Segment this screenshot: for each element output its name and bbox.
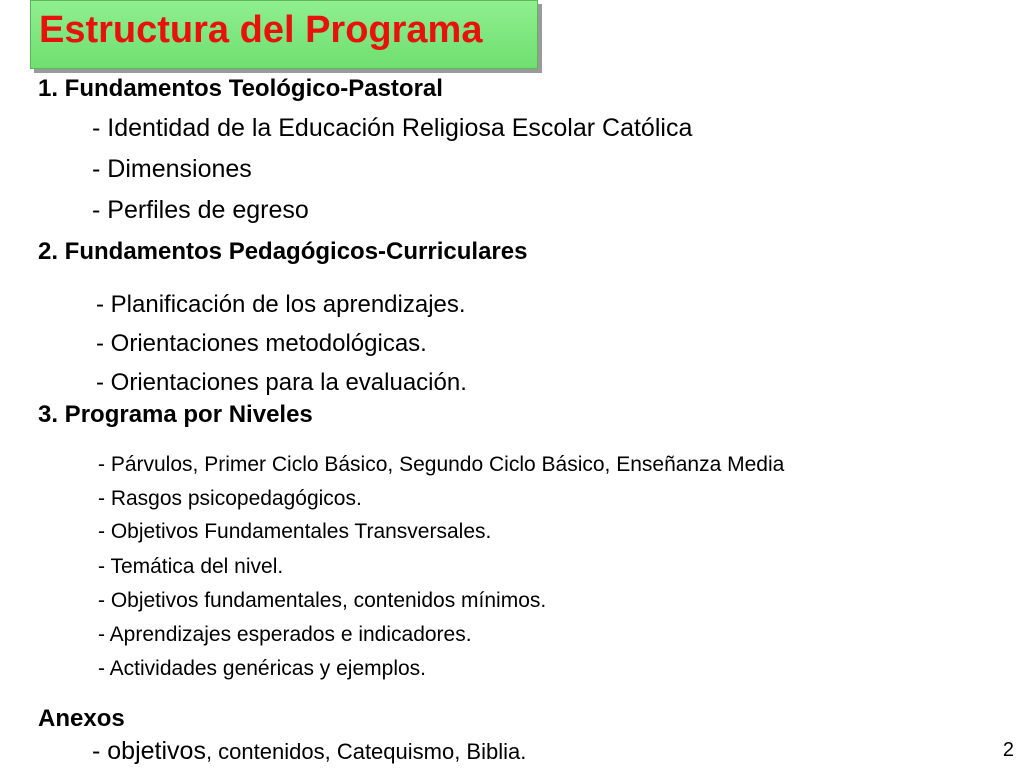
- section-3-item-2: - Rasgos psicopedagógicos.: [98, 487, 362, 510]
- section-3-item-6: - Aprendizajes esperados e indicadores.: [98, 623, 472, 646]
- anexos-item: [92, 737, 526, 766]
- section-2-item-2: - Orientaciones metodológicas.: [96, 330, 427, 357]
- section-2-item-1: - Planificación de los aprendizajes.: [96, 291, 466, 318]
- section-3-item-1: - Párvulos, Primer Ciclo Básico, Segundo Ciclo Básico, Enseñanza Media: [98, 453, 785, 476]
- section-3-item-3: - Objetivos Fundamentales Transversales.: [98, 520, 492, 543]
- anexos-heading: Anexos: [38, 705, 125, 732]
- section-heading-1: 1. Fundamentos Teológico-Pastoral: [38, 75, 443, 102]
- slide-title: Estructura del Programa: [39, 9, 483, 51]
- section-1-item-1: - Identidad de la Educación Religiosa Escolar Católica: [92, 114, 693, 142]
- section-3-item-5: - Objetivos fundamentales, contenidos mínimos.: [98, 589, 547, 612]
- section-1-item-3: - Perfiles de egreso: [92, 196, 309, 224]
- section-heading-3: 3. Programa por Niveles: [38, 401, 313, 428]
- anexos-item-rest: , contenidos, Catequismo, Biblia.: [205, 739, 527, 764]
- section-heading-2: 2. Fundamentos Pedagógicos-Curriculares: [38, 238, 528, 265]
- section-3-item-4: - Temática del nivel.: [98, 555, 284, 578]
- section-2-item-3: - Orientaciones para la evaluación.: [96, 369, 467, 396]
- section-1-item-2: - Dimensiones: [92, 155, 252, 183]
- page-number: 2: [1002, 739, 1014, 761]
- slide-title-box: [30, 0, 538, 69]
- section-3-item-7: - Actividades genéricas y ejemplos.: [98, 657, 426, 680]
- anexos-item-main: - objetivos: [92, 737, 206, 765]
